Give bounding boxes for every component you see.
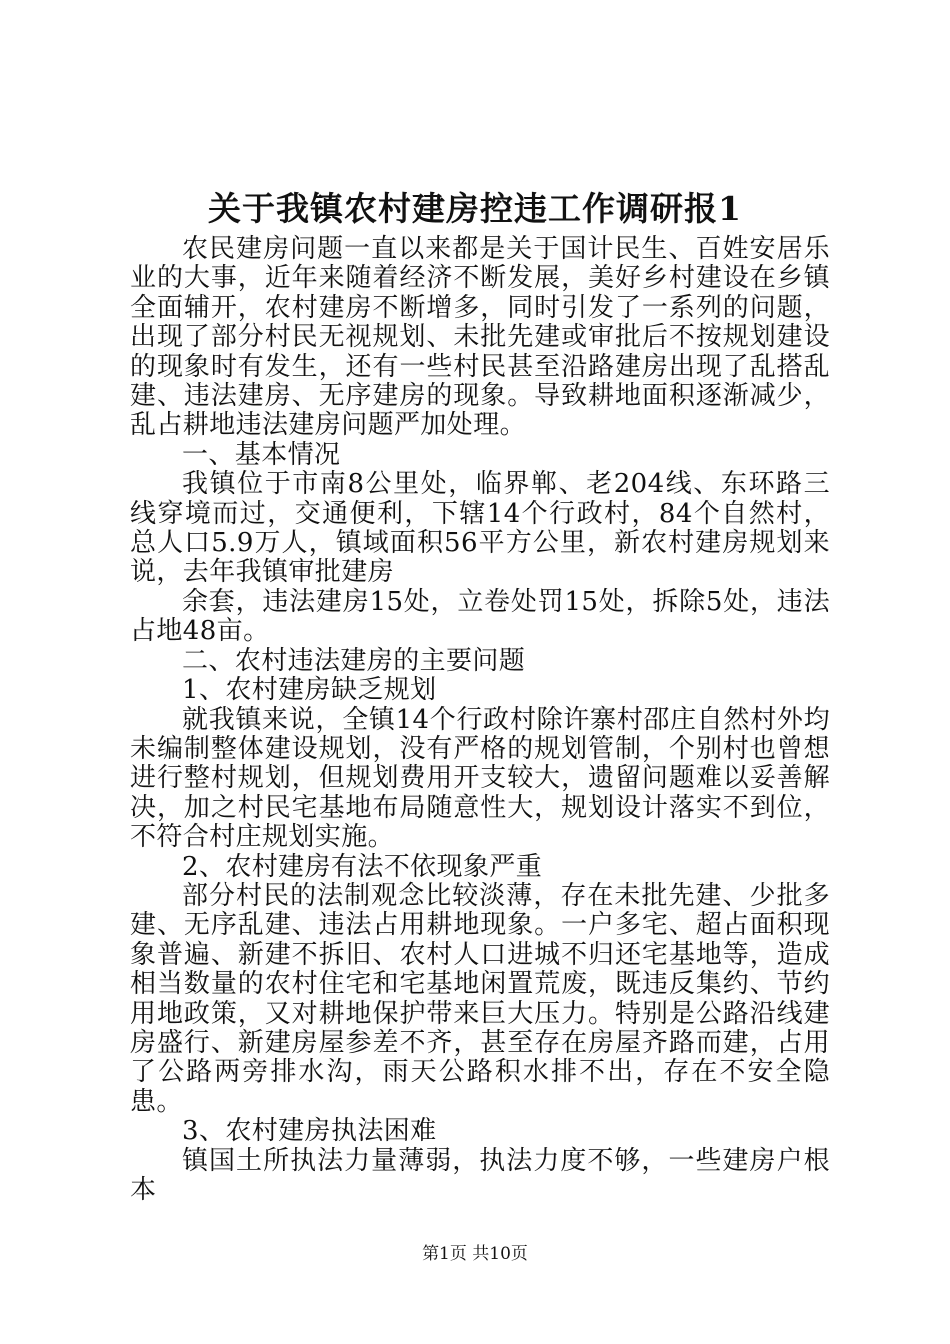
document-body [130,235,830,1205]
paragraph-basic-situation: 我镇位于市南8公里处，临界郸、老204线、东环路三线穿境而过，交通便利，下辖14个行政村，84个自然村，总人口5.9万人，镇域面积56平方公里，新农村建房规划来说，去年我镇审批建房 [130,469,830,588]
paragraph-enforcement-difficult: 镇国土所执法力量薄弱，执法力度不够，一些建房户根本 [130,1145,830,1205]
heading-main-problems: 二、农村违法建房的主要问题 [182,645,526,676]
paragraph-law-not-followed: 部分村民的法制观念比较淡薄，存在未批先建、少批多建、无序乱建、违法占用耕地现象。一户多宅、超占面积现象普遍、新建不拆旧、农村人口进城不归还宅基地等，造成相当数量的农村住宅和宅基地闲置荒废，既违反集约、节约用地政策，又对耕地保护带来巨大压力。特别是公路沿线建房盛行、新建房屋参差不齐，甚至存在房屋齐路而建，占用了公路两旁排水沟，雨天公路积水排不出，存在不安全隐患。 [130,880,830,1117]
paragraph-intro: 农民建房问题一直以来都是关于国计民生、百姓安居乐业的大事，近年来随着经济不断发展，美好乡村建设在乡镇全面辅开，农村建房不断增多，同时引发了一系列的问题，出现了部分村民无视规划、未批先建或审批后不按规划建设的现象时有发生，还有一些村民甚至沿路建房出现了乱搭乱建、违法建房、无序建房的现象。导致耕地面积逐渐减少，乱占耕地违法建房问题严加处理。 [130,234,830,441]
paragraph-illegal-stats: 余套，违法建房15处，立卷处罚15处，拆除5处，违法占地48亩。 [130,586,830,647]
page-number-footer: 第1页 共10页 [422,1244,528,1264]
subheading-law-not-followed: 2、农村建房有法不依现象严重 [182,851,543,882]
subheading-enforcement-difficult: 3、农村建房执法困难 [182,1116,437,1147]
heading-basic-situation: 一、基本情况 [182,439,341,470]
paragraph-lack-of-planning: 就我镇来说，全镇14个行政村除许寨村邵庄自然村外均未编制整体建设规划，没有严格的规划管制，个别村也曾想进行整村规划，但规划费用开支较大，遗留问题难以妥善解决，加之村民宅基地布局随意性大，规划设计落实不到位，不符合村庄规划实施。 [130,704,830,853]
subheading-lack-of-planning: 1、农村建房缺乏规划 [182,675,437,706]
document-title: 关于我镇农村建房控违工作调研报1 [208,189,742,228]
